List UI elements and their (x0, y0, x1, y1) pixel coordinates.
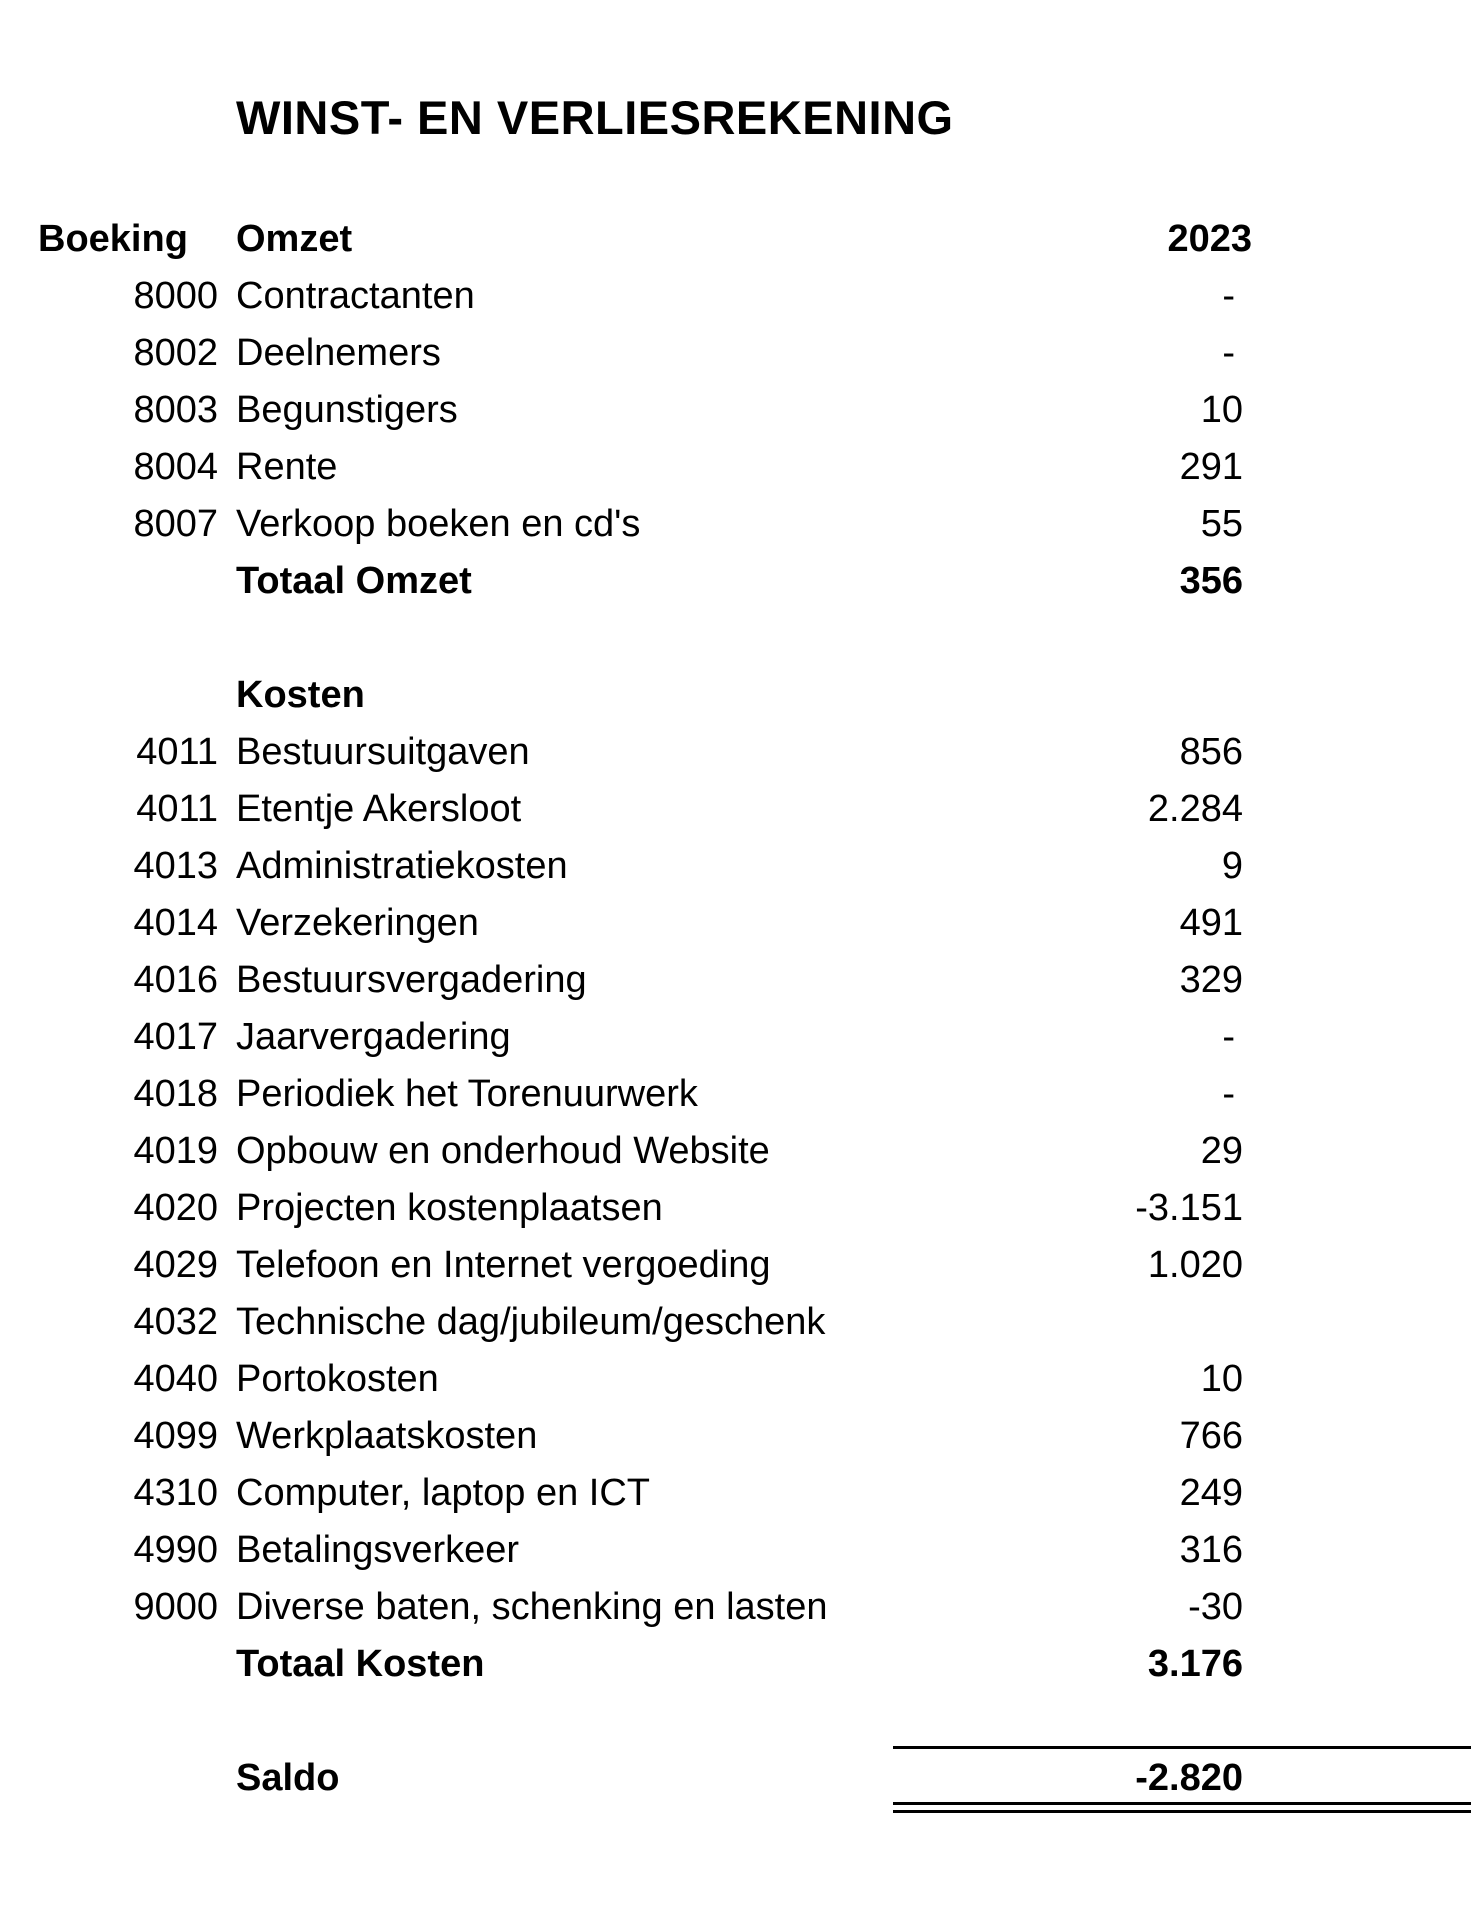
kosten-heading-row (0, 667, 1478, 723)
row-code: 8007 (133, 503, 218, 545)
total-omzet-label: Totaal Omzet (236, 560, 472, 602)
row-code: 4990 (133, 1529, 218, 1571)
row-description: Etentje Akersloot (236, 788, 522, 830)
saldo-double-rule-bottom (893, 1810, 1471, 1813)
row-description: Rente (236, 446, 338, 488)
total-kosten-row (0, 1636, 1478, 1692)
row-description: Jaarvergadering (236, 1016, 511, 1058)
row-amount: 29 (1200, 1130, 1243, 1172)
row-code: 4018 (133, 1073, 218, 1115)
row-code: 8004 (133, 446, 218, 488)
total-omzet-amount: 356 (1179, 560, 1243, 602)
table-row (0, 382, 1478, 438)
table-row (0, 1351, 1478, 1407)
row-amount: 291 (1179, 446, 1243, 488)
row-description: Diverse baten, schenking en lasten (236, 1586, 828, 1628)
table-row (0, 1180, 1478, 1236)
row-description: Werkplaatskosten (236, 1415, 538, 1457)
header-boeking: Boeking (38, 218, 188, 260)
row-amount: -30 (1188, 1586, 1243, 1628)
table-row (0, 1066, 1478, 1122)
total-omzet-row (0, 553, 1478, 609)
row-code: 8000 (133, 275, 218, 317)
row-amount: - (1222, 1073, 1235, 1115)
row-description: Technische dag/jubileum/geschenk (236, 1301, 826, 1343)
table-row (0, 1294, 1478, 1350)
row-amount: 329 (1179, 959, 1243, 1001)
row-description: Administratiekosten (236, 845, 568, 887)
saldo-row (0, 1750, 1478, 1806)
table-row (0, 1408, 1478, 1464)
total-kosten-amount: 3.176 (1147, 1643, 1243, 1685)
table-row (0, 268, 1478, 324)
row-amount: 9 (1221, 845, 1243, 887)
table-row (0, 838, 1478, 894)
table-row (0, 1237, 1478, 1293)
saldo-double-rule-top (893, 1802, 1471, 1805)
row-code: 4014 (133, 902, 218, 944)
row-amount: 2.284 (1147, 788, 1243, 830)
row-code: 4020 (133, 1187, 218, 1229)
table-row (0, 781, 1478, 837)
table-header (0, 211, 1478, 267)
row-description: Contractanten (236, 275, 475, 317)
row-code: 4017 (133, 1016, 218, 1058)
row-code: 9000 (133, 1586, 218, 1628)
row-description: Betalingsverkeer (236, 1529, 520, 1571)
table-row (0, 439, 1478, 495)
saldo-label: Saldo (236, 1757, 340, 1799)
row-amount: - (1222, 1016, 1235, 1058)
row-description: Periodiek het Torenuurwerk (236, 1073, 698, 1115)
row-amount: - (1222, 275, 1235, 317)
row-description: Projecten kostenplaatsen (236, 1187, 663, 1229)
row-code: 8002 (133, 332, 218, 374)
saldo-amount: -2.820 (1135, 1757, 1243, 1799)
row-amount: 10 (1200, 1358, 1243, 1400)
row-code: 4310 (133, 1472, 218, 1514)
row-amount: 316 (1179, 1529, 1243, 1571)
row-code: 4016 (133, 959, 218, 1001)
row-code: 4032 (133, 1301, 218, 1343)
table-row (0, 1579, 1478, 1635)
row-code: 4013 (133, 845, 218, 887)
kosten-heading: Kosten (236, 674, 365, 716)
row-code: 8003 (133, 389, 218, 431)
row-description: Deelnemers (236, 332, 441, 374)
row-code: 4029 (133, 1244, 218, 1286)
table-row (0, 1009, 1478, 1065)
row-code: 4011 (136, 788, 218, 830)
row-code: 4040 (133, 1358, 218, 1400)
row-code: 4019 (133, 1130, 218, 1172)
row-amount: -3.151 (1135, 1187, 1243, 1229)
saldo-top-rule (893, 1746, 1471, 1749)
row-description: Verkoop boeken en cd's (236, 503, 641, 545)
row-description: Computer, laptop en ICT (236, 1472, 650, 1514)
row-code: 4011 (136, 731, 218, 773)
row-description: Verzekeringen (236, 902, 479, 944)
row-description: Portokosten (236, 1358, 439, 1400)
page-title: WINST- EN VERLIESREKENING (236, 91, 954, 144)
header-omzet: Omzet (236, 218, 353, 260)
table-row (0, 496, 1478, 552)
header-year: 2023 (1167, 218, 1252, 260)
row-amount: 766 (1179, 1415, 1243, 1457)
row-amount: 249 (1179, 1472, 1243, 1514)
row-amount: 1.020 (1147, 1244, 1243, 1286)
table-row (0, 724, 1478, 780)
row-amount: 10 (1200, 389, 1243, 431)
table-row (0, 895, 1478, 951)
row-description: Begunstigers (236, 389, 458, 431)
table-row (0, 1123, 1478, 1179)
row-description: Telefoon en Internet vergoeding (236, 1244, 771, 1286)
table-row (0, 1465, 1478, 1521)
table-row (0, 952, 1478, 1008)
table-row (0, 325, 1478, 381)
row-amount: 55 (1200, 503, 1243, 545)
row-description: Bestuursvergadering (236, 959, 587, 1001)
total-kosten-label: Totaal Kosten (236, 1643, 485, 1685)
row-description: Opbouw en onderhoud Website (236, 1130, 770, 1172)
row-code: 4099 (133, 1415, 218, 1457)
row-amount: 491 (1179, 902, 1243, 944)
row-amount: 856 (1179, 731, 1243, 773)
row-description: Bestuursuitgaven (236, 731, 530, 773)
row-amount: - (1222, 332, 1235, 374)
table-row (0, 1522, 1478, 1578)
